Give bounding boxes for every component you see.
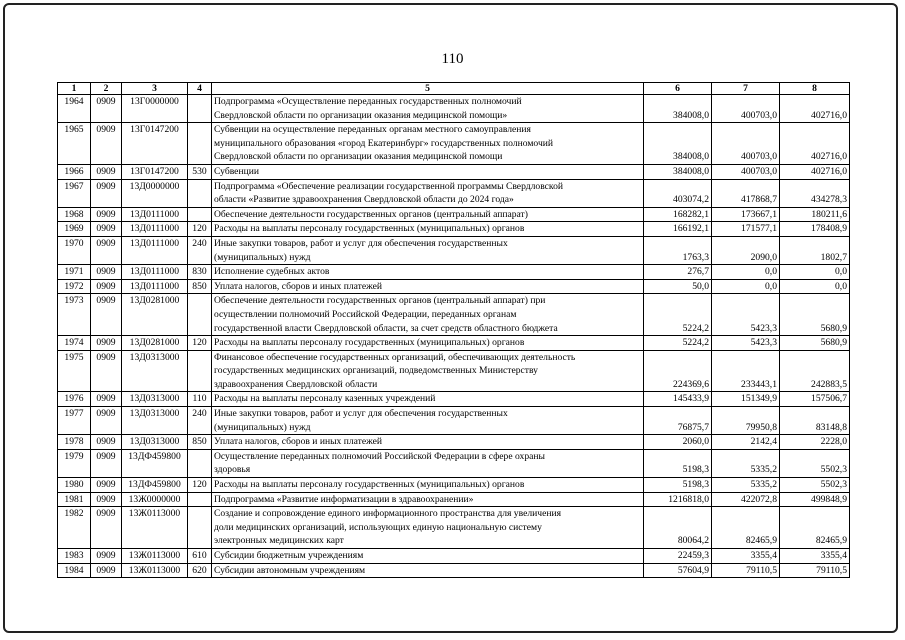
table-row <box>58 265 850 280</box>
expense-type-code: 240 <box>188 407 212 435</box>
item-description <box>212 435 644 450</box>
description-line: Субвенции на осуществление переданных органам местного самоуправления <box>214 124 531 136</box>
description-line: Субсидии автономным учреждениям <box>214 564 366 576</box>
amount-year-2: 422072,8 <box>712 492 780 507</box>
target-article-code: 13Д0111000 <box>122 279 188 294</box>
description-line: Иные закупки товаров, работ и услуг для обеспечения государственных <box>214 408 508 420</box>
target-article-code: 13Ж0000000 <box>122 492 188 507</box>
table-row <box>58 507 850 549</box>
description-line: здравоохранения Свердловской области <box>214 378 378 390</box>
row-number: 1973 <box>58 294 91 336</box>
description-line: (муниципальных) нужд <box>214 251 311 263</box>
target-article-code: 13Д0281000 <box>122 294 188 336</box>
section-code: 0909 <box>91 435 122 450</box>
description-line: Подпрограмма «Обеспечение реализации государственной программы Свердловской <box>214 180 564 192</box>
description-line: доли медицинских организаций, использующих единую национальную систему <box>214 521 542 533</box>
description-line: осуществлении полномочий Российской Федерации, переданных органам <box>214 308 517 320</box>
description-line: здоровья <box>214 464 251 476</box>
section-code: 0909 <box>91 279 122 294</box>
table-row <box>58 563 850 578</box>
row-number: 1975 <box>58 350 91 392</box>
amount-year-1: 22459,3 <box>644 549 712 564</box>
row-number: 1969 <box>58 222 91 237</box>
item-description <box>212 407 644 435</box>
description-line: Свердловской области по организации оказания медицинской помощи» <box>214 109 508 121</box>
description-line: Иные закупки товаров, работ и услуг для обеспечения государственных <box>214 237 508 249</box>
expense-type-code: 610 <box>188 549 212 564</box>
amount-year-3: 5680,9 <box>780 336 850 351</box>
expense-type-code: 620 <box>188 563 212 578</box>
description-line: Создание и сопровождение единого информационного пространства для увеличения <box>214 508 562 520</box>
description-line: Субвенции <box>214 165 259 177</box>
budget-table <box>57 82 850 578</box>
table-row <box>58 222 850 237</box>
target-article-code: 13Д0313000 <box>122 392 188 407</box>
section-code: 0909 <box>91 294 122 336</box>
table-row <box>58 478 850 493</box>
target-article-code: 13Д0111000 <box>122 236 188 264</box>
description-line: Осуществление переданных полномочий Российской Федерации в сфере охраны <box>214 450 545 462</box>
amount-year-3: 5680,9 <box>780 294 850 336</box>
row-number: 1977 <box>58 407 91 435</box>
item-description <box>212 95 644 123</box>
amount-year-3: 180211,6 <box>780 207 850 222</box>
amount-year-2: 233443,1 <box>712 350 780 392</box>
amount-year-1: 145433,9 <box>644 392 712 407</box>
target-article-code: 13Ж0113000 <box>122 507 188 549</box>
row-number: 1984 <box>58 563 91 578</box>
section-code: 0909 <box>91 164 122 179</box>
amount-year-1: 166192,1 <box>644 222 712 237</box>
description-line: Расходы на выплаты персоналу государственных (муниципальных) органов <box>214 223 525 235</box>
amount-year-2: 79950,8 <box>712 407 780 435</box>
amount-year-2: 0,0 <box>712 279 780 294</box>
description-line: Подпрограмма «Развитие информатизации в здравоохранении» <box>214 493 474 505</box>
description-line: Расходы на выплаты персоналу казенных учреждений <box>214 393 436 405</box>
row-number: 1966 <box>58 164 91 179</box>
amount-year-2: 82465,9 <box>712 507 780 549</box>
expense-type-code <box>188 507 212 549</box>
description-line: государственных медицинских организаций, подведомственных Министерству <box>214 365 538 377</box>
table-row <box>58 179 850 207</box>
column-header: 4 <box>188 83 212 95</box>
item-description <box>212 236 644 264</box>
section-code: 0909 <box>91 407 122 435</box>
row-number: 1972 <box>58 279 91 294</box>
row-number: 1964 <box>58 95 91 123</box>
amount-year-3: 402716,0 <box>780 95 850 123</box>
page-number: 110 <box>441 51 464 67</box>
item-description <box>212 449 644 477</box>
column-header: 1 <box>58 83 91 95</box>
amount-year-1: 384008,0 <box>644 95 712 123</box>
amount-year-1: 5224,2 <box>644 294 712 336</box>
target-article-code: 13ДФ459800 <box>122 449 188 477</box>
amount-year-1: 403074,2 <box>644 179 712 207</box>
amount-year-3: 5502,3 <box>780 478 850 493</box>
target-article-code: 13Д0111000 <box>122 222 188 237</box>
column-header: 3 <box>122 83 188 95</box>
table-row <box>58 294 850 336</box>
amount-year-1: 50,0 <box>644 279 712 294</box>
amount-year-1: 384008,0 <box>644 164 712 179</box>
row-number: 1974 <box>58 336 91 351</box>
row-number: 1979 <box>58 449 91 477</box>
item-description <box>212 549 644 564</box>
item-description <box>212 294 644 336</box>
amount-year-2: 79110,5 <box>712 563 780 578</box>
table-row <box>58 549 850 564</box>
amount-year-3: 499848,9 <box>780 492 850 507</box>
amount-year-1: 384008,0 <box>644 123 712 165</box>
amount-year-3: 83148,8 <box>780 407 850 435</box>
amount-year-2: 400703,0 <box>712 164 780 179</box>
amount-year-2: 400703,0 <box>712 123 780 165</box>
column-header: 7 <box>712 83 780 95</box>
item-description <box>212 123 644 165</box>
section-code: 0909 <box>91 123 122 165</box>
table-row <box>58 492 850 507</box>
expense-type-code <box>188 207 212 222</box>
item-description <box>212 350 644 392</box>
amount-year-3: 5502,3 <box>780 449 850 477</box>
item-description <box>212 164 644 179</box>
target-article-code: 13Г0147200 <box>122 164 188 179</box>
amount-year-3: 178408,9 <box>780 222 850 237</box>
section-code: 0909 <box>91 563 122 578</box>
expense-type-code: 240 <box>188 236 212 264</box>
amount-year-1: 276,7 <box>644 265 712 280</box>
amount-year-3: 402716,0 <box>780 123 850 165</box>
expense-type-code: 850 <box>188 279 212 294</box>
amount-year-1: 2060,0 <box>644 435 712 450</box>
expense-type-code <box>188 492 212 507</box>
amount-year-1: 224369,6 <box>644 350 712 392</box>
column-header: 2 <box>91 83 122 95</box>
description-line: электронных медицинских карт <box>214 535 344 547</box>
table-row <box>58 164 850 179</box>
amount-year-2: 5423,3 <box>712 294 780 336</box>
section-code: 0909 <box>91 492 122 507</box>
amount-year-2: 5335,2 <box>712 449 780 477</box>
amount-year-2: 5423,3 <box>712 336 780 351</box>
amount-year-2: 2090,0 <box>712 236 780 264</box>
amount-year-3: 242883,5 <box>780 350 850 392</box>
amount-year-1: 57604,9 <box>644 563 712 578</box>
row-number: 1965 <box>58 123 91 165</box>
amount-year-3: 79110,5 <box>780 563 850 578</box>
table-header-row <box>58 83 850 95</box>
row-number: 1980 <box>58 478 91 493</box>
description-line: области «Развитие здравоохранения Свердловской области до 2024 года» <box>214 194 514 206</box>
item-description <box>212 392 644 407</box>
item-description <box>212 507 644 549</box>
target-article-code: 13Д0313000 <box>122 435 188 450</box>
amount-year-2: 417868,7 <box>712 179 780 207</box>
table-row <box>58 392 850 407</box>
description-line: Исполнение судебных актов <box>214 266 330 278</box>
column-header: 6 <box>644 83 712 95</box>
expense-type-code: 120 <box>188 336 212 351</box>
amount-year-1: 1216818,0 <box>644 492 712 507</box>
row-number: 1968 <box>58 207 91 222</box>
section-code: 0909 <box>91 449 122 477</box>
amount-year-3: 3355,4 <box>780 549 850 564</box>
section-code: 0909 <box>91 265 122 280</box>
row-number: 1967 <box>58 179 91 207</box>
description-line: Расходы на выплаты персоналу государственных (муниципальных) органов <box>214 337 525 349</box>
row-number: 1981 <box>58 492 91 507</box>
table-row <box>58 123 850 165</box>
expense-type-code <box>188 179 212 207</box>
expense-type-code <box>188 95 212 123</box>
expense-type-code <box>188 294 212 336</box>
expense-type-code: 530 <box>188 164 212 179</box>
item-description <box>212 279 644 294</box>
description-line: Свердловской области по организации оказания медицинской помощи <box>214 151 503 163</box>
amount-year-2: 151349,9 <box>712 392 780 407</box>
description-line: Уплата налогов, сборов и иных платежей <box>214 280 383 292</box>
expense-type-code: 830 <box>188 265 212 280</box>
item-description <box>212 336 644 351</box>
description-line: Уплата налогов, сборов и иных платежей <box>214 436 383 448</box>
section-code: 0909 <box>91 236 122 264</box>
amount-year-2: 3355,4 <box>712 549 780 564</box>
amount-year-1: 5224,2 <box>644 336 712 351</box>
amount-year-1: 76875,7 <box>644 407 712 435</box>
table-row <box>58 207 850 222</box>
amount-year-3: 402716,0 <box>780 164 850 179</box>
expense-type-code: 120 <box>188 478 212 493</box>
amount-year-3: 0,0 <box>780 265 850 280</box>
amount-year-2: 5335,2 <box>712 478 780 493</box>
expense-type-code: 110 <box>188 392 212 407</box>
amount-year-1: 80064,2 <box>644 507 712 549</box>
section-code: 0909 <box>91 392 122 407</box>
item-description <box>212 492 644 507</box>
section-code: 0909 <box>91 549 122 564</box>
amount-year-2: 400703,0 <box>712 95 780 123</box>
section-code: 0909 <box>91 95 122 123</box>
amount-year-3: 1802,7 <box>780 236 850 264</box>
amount-year-2: 2142,4 <box>712 435 780 450</box>
description-line: Подпрограмма «Осуществление переданных государственных полномочий <box>214 96 522 107</box>
target-article-code: 13Д0000000 <box>122 179 188 207</box>
target-article-code: 13Д0111000 <box>122 265 188 280</box>
target-article-code: 13Д0313000 <box>122 407 188 435</box>
table-row <box>58 407 850 435</box>
expense-type-code <box>188 123 212 165</box>
table-row <box>58 449 850 477</box>
expense-type-code: 850 <box>188 435 212 450</box>
amount-year-3: 0,0 <box>780 279 850 294</box>
amount-year-2: 173667,1 <box>712 207 780 222</box>
item-description <box>212 265 644 280</box>
target-article-code: 13Г0000000 <box>122 95 188 123</box>
description-line: Обеспечение деятельности государственных органов (центральный аппарат) при <box>214 295 546 307</box>
section-code: 0909 <box>91 350 122 392</box>
description-line: Обеспечение деятельности государственных органов (центральный аппарат) <box>214 208 528 220</box>
section-code: 0909 <box>91 207 122 222</box>
target-article-code: 13Г0147200 <box>122 123 188 165</box>
description-line: государственной власти Свердловской области, за счет средств областного бюджета <box>214 322 558 334</box>
row-number: 1976 <box>58 392 91 407</box>
amount-year-3: 2228,0 <box>780 435 850 450</box>
table-row <box>58 279 850 294</box>
expense-type-code <box>188 350 212 392</box>
amount-year-2: 0,0 <box>712 265 780 280</box>
section-code: 0909 <box>91 179 122 207</box>
amount-year-3: 157506,7 <box>780 392 850 407</box>
table-row <box>58 336 850 351</box>
description-line: муниципального образования «город Екатеринбург» государственных полномочий <box>214 137 554 149</box>
column-header: 8 <box>780 83 850 95</box>
amount-year-1: 168282,1 <box>644 207 712 222</box>
item-description <box>212 478 644 493</box>
item-description <box>212 179 644 207</box>
table-row <box>58 236 850 264</box>
target-article-code: 13Д0111000 <box>122 207 188 222</box>
section-code: 0909 <box>91 336 122 351</box>
amount-year-1: 5198,3 <box>644 449 712 477</box>
amount-year-1: 1763,3 <box>644 236 712 264</box>
description-line: (муниципальных) нужд <box>214 421 311 433</box>
row-number: 1971 <box>58 265 91 280</box>
item-description <box>212 207 644 222</box>
expense-type-code: 120 <box>188 222 212 237</box>
description-line: Субсидии бюджетным учреждениям <box>214 550 364 561</box>
amount-year-3: 434278,3 <box>780 179 850 207</box>
table-row <box>58 350 850 392</box>
target-article-code: 13Д0313000 <box>122 350 188 392</box>
section-code: 0909 <box>91 478 122 493</box>
section-code: 0909 <box>91 507 122 549</box>
item-description <box>212 222 644 237</box>
section-code: 0909 <box>91 222 122 237</box>
description-line: Расходы на выплаты персоналу государственных (муниципальных) органов <box>214 479 525 491</box>
amount-year-1: 5198,3 <box>644 478 712 493</box>
row-number: 1978 <box>58 435 91 450</box>
row-number: 1983 <box>58 549 91 564</box>
target-article-code: 13Д0281000 <box>122 336 188 351</box>
amount-year-3: 82465,9 <box>780 507 850 549</box>
description-line: Финансовое обеспечение государственных организаций, обеспечивающих деятельность <box>214 351 576 363</box>
row-number: 1970 <box>58 236 91 264</box>
row-number: 1982 <box>58 507 91 549</box>
target-article-code: 13Ж0113000 <box>122 563 188 578</box>
column-header: 5 <box>212 83 644 95</box>
target-article-code: 13ДФ459800 <box>122 478 188 493</box>
expense-type-code <box>188 449 212 477</box>
item-description <box>212 563 644 578</box>
table-body <box>58 95 850 578</box>
amount-year-2: 171577,1 <box>712 222 780 237</box>
table-row <box>58 95 850 123</box>
table-row <box>58 435 850 450</box>
target-article-code: 13Ж0113000 <box>122 549 188 564</box>
